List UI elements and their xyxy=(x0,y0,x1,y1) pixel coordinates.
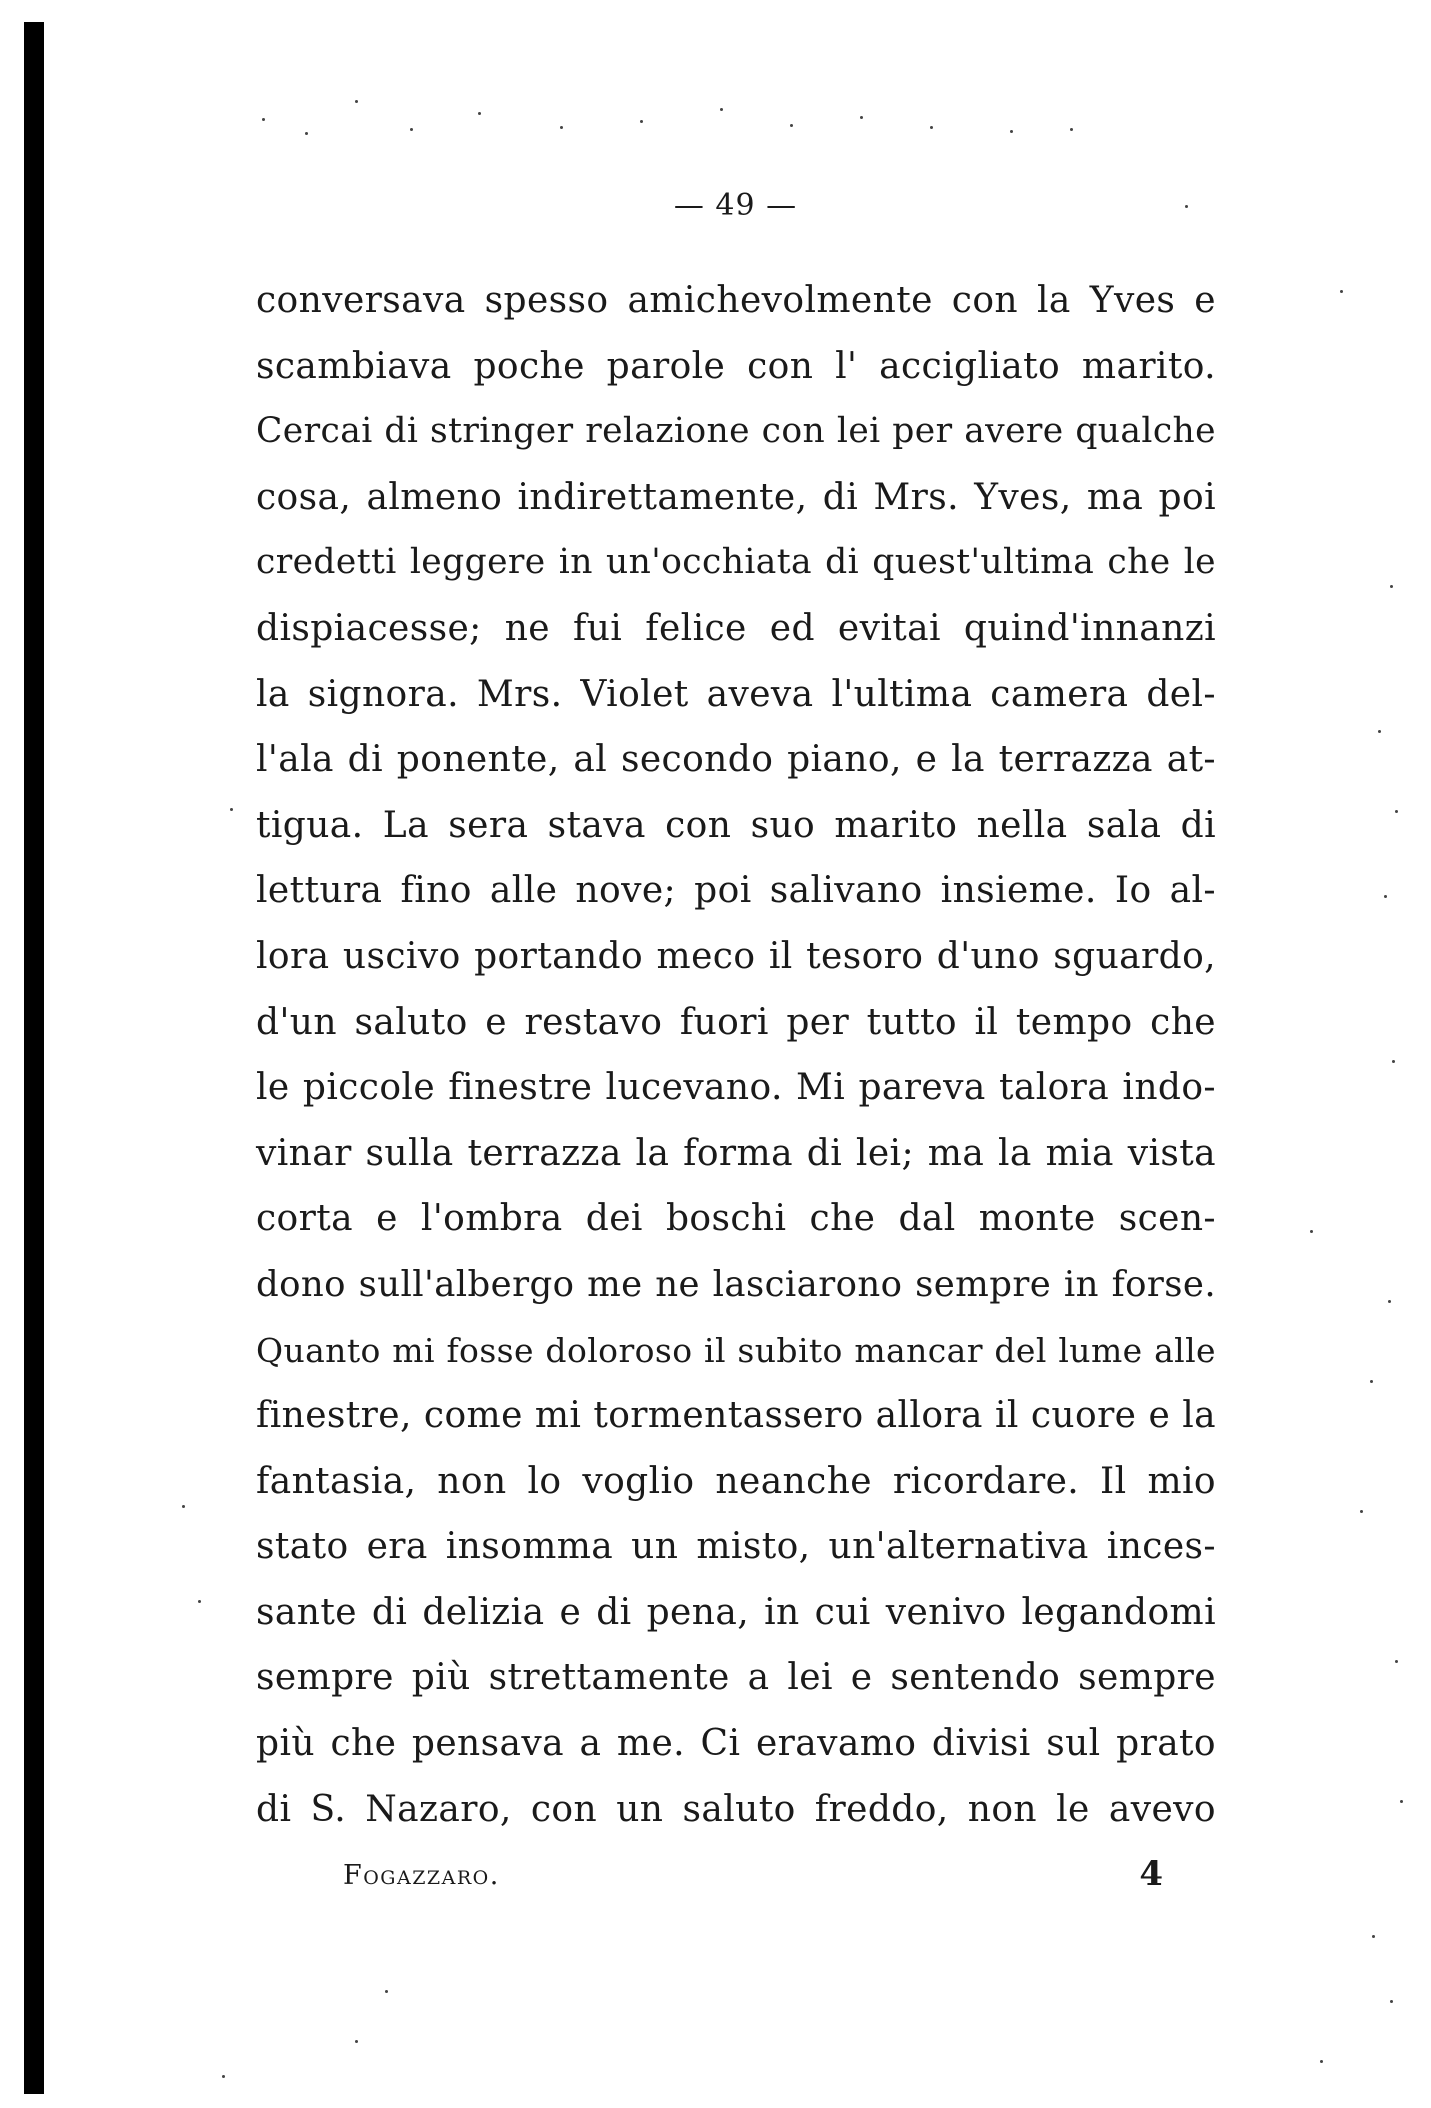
print-speck xyxy=(198,1600,201,1603)
text-line: fantasia, non lo voglio neanche ricordare. Il mio xyxy=(256,1460,1216,1502)
print-speck xyxy=(1390,585,1393,588)
print-speck xyxy=(355,100,358,103)
print-speck xyxy=(1384,895,1387,898)
text-line: l'ala di ponente, al secondo piano, e la terrazza at- xyxy=(256,739,1216,781)
text-line: dono sull'albergo me ne lasciarono sempre in forse. xyxy=(256,1263,1216,1305)
print-speck xyxy=(1395,810,1398,813)
text-line: Quanto mi fosse doloroso il subito mancar del lume alle xyxy=(256,1330,1216,1370)
text-line: stato era insomma un misto, un'alternativa inces- xyxy=(256,1526,1216,1568)
text-line: la signora. Mrs. Violet aveva l'ultima camera del- xyxy=(256,673,1216,715)
text-line: di S. Nazaro, con un saluto freddo, non le avevo xyxy=(256,1788,1216,1830)
text-line: credetti leggere in un'occhiata di quest'ultima che le xyxy=(256,542,1216,583)
text-line: conversava spesso amichevolmente con la Yves e xyxy=(256,280,1216,321)
print-speck xyxy=(262,118,265,121)
print-speck xyxy=(860,116,863,119)
print-speck xyxy=(1390,2000,1393,2003)
text-line: Cercai di stringer relazione con lei per avere qualche xyxy=(256,411,1216,452)
body-text xyxy=(256,268,1216,1842)
text-line: lettura fino alle nove; poi salivano insieme. Io al- xyxy=(256,870,1216,912)
print-speck xyxy=(1388,1300,1391,1303)
print-speck xyxy=(720,108,723,111)
page-number: — 49 — xyxy=(673,188,798,223)
print-speck xyxy=(1400,1800,1403,1803)
text-line: lora uscivo portando meco il tesoro d'uno sguardo, xyxy=(256,935,1216,977)
print-speck xyxy=(1378,730,1381,733)
printer-signature: Fogazzaro. xyxy=(343,1860,500,1891)
text-line: scambiava poche parole con l' accigliato marito. xyxy=(256,345,1216,387)
text-line: vinar sulla terrazza la forma di lei; ma la mia vista xyxy=(256,1132,1216,1174)
text-line: sante di delizia e di pena, in cui venivo legandomi xyxy=(256,1591,1216,1633)
print-speck xyxy=(1010,130,1013,133)
print-speck xyxy=(478,112,481,115)
print-speck xyxy=(1320,2060,1323,2063)
print-speck xyxy=(230,808,233,811)
text-line: dispiacesse; ne fui felice ed evitai quind'innanzi xyxy=(256,607,1216,649)
print-speck xyxy=(560,126,563,129)
print-speck xyxy=(1392,1060,1395,1063)
print-speck xyxy=(410,128,413,131)
binding-edge xyxy=(24,22,44,2094)
print-speck xyxy=(640,120,643,123)
print-speck xyxy=(385,1990,388,1993)
text-line: corta e l'ombra dei boschi che dal monte scen- xyxy=(256,1198,1216,1240)
print-speck xyxy=(1340,290,1343,293)
page-footer xyxy=(343,1854,1163,1904)
print-speck xyxy=(1395,1660,1398,1663)
text-line: cosa, almeno indirettamente, di Mrs. Yves, ma poi xyxy=(256,476,1216,518)
print-speck xyxy=(1070,128,1073,131)
print-speck xyxy=(1372,1935,1375,1938)
print-speck xyxy=(790,124,793,127)
print-speck xyxy=(222,2075,225,2078)
text-line: più che pensava a me. Ci eravamo divisi sul prato xyxy=(256,1723,1216,1765)
print-speck xyxy=(182,1505,185,1508)
text-line: le piccole finestre lucevano. Mi pareva talora indo- xyxy=(256,1067,1216,1109)
print-speck xyxy=(1360,1510,1363,1513)
text-line: sempre più strettamente a lei e sentendo sempre xyxy=(256,1657,1216,1699)
print-speck xyxy=(930,126,933,129)
print-speck xyxy=(305,132,308,135)
text-line: d'un saluto e restavo fuori per tutto il tempo che xyxy=(256,1001,1216,1043)
text-line: tigua. La sera stava con suo marito nella sala di xyxy=(256,804,1216,846)
sheet-number: 4 xyxy=(1139,1854,1163,1894)
print-speck xyxy=(355,2040,358,2043)
print-speck xyxy=(1370,1380,1373,1383)
text-line: finestre, come mi tormentassero allora il cuore e la xyxy=(256,1395,1216,1437)
print-speck xyxy=(1310,1230,1313,1233)
